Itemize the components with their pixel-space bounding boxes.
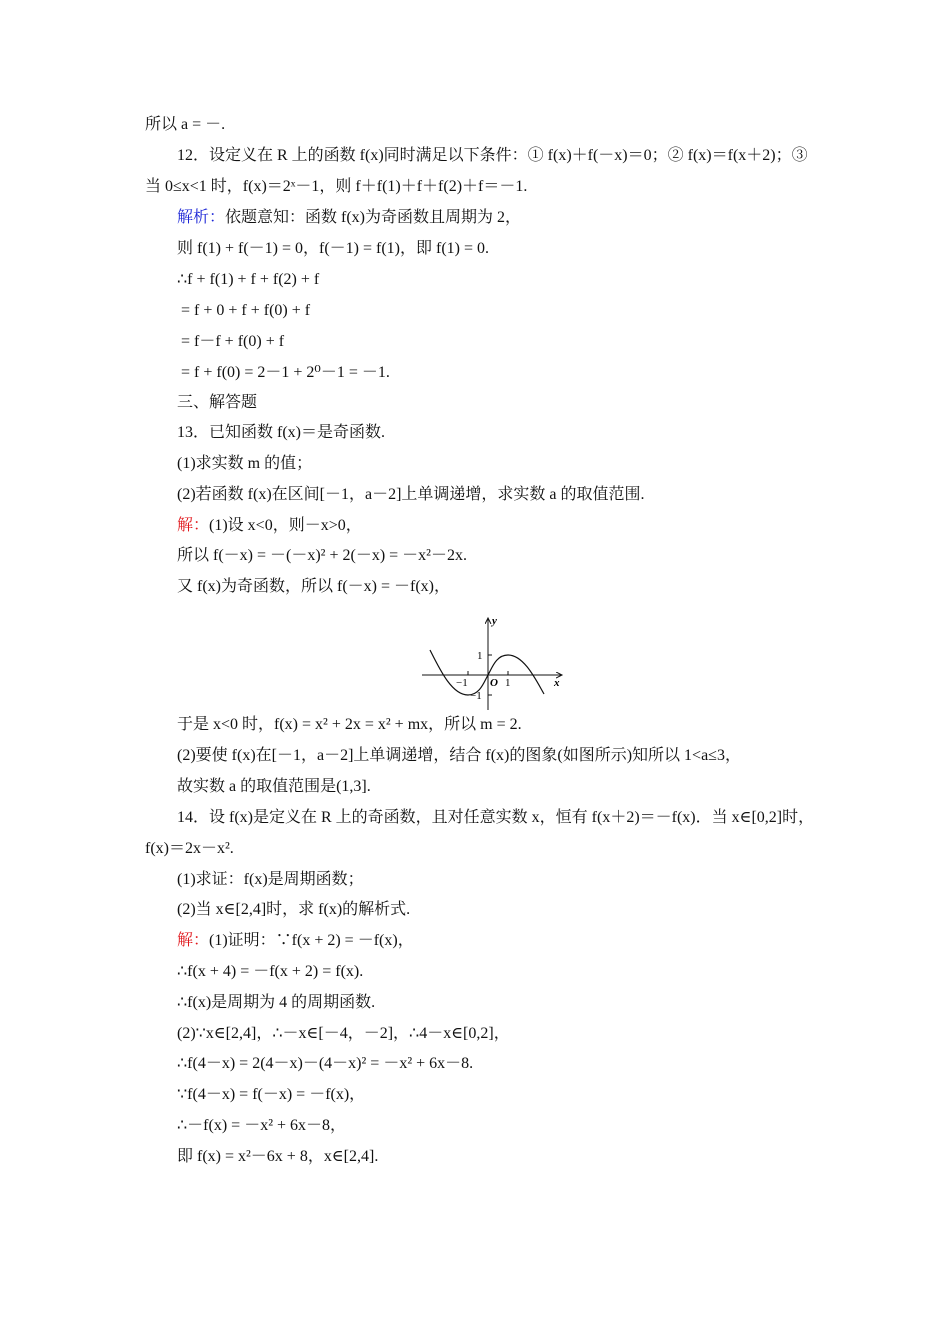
odd-function-curve [430, 650, 544, 695]
line-text: 所以 f(－x) = －(－x)² + 2(－x) = －x²－2x. [177, 547, 467, 564]
tick-neg1-label: −1 [456, 677, 468, 689]
line-text: 所以 a = －. [145, 116, 226, 133]
text-line [181, 301, 310, 321]
line-text: (1)求证：f(x)是周期函数； [177, 871, 364, 888]
text-line [177, 808, 814, 828]
text-line [177, 146, 808, 166]
line-text: 依题意知：函数 f(x)为奇函数且周期为 2， [225, 209, 522, 226]
text-line [177, 777, 371, 797]
text-line [177, 1024, 510, 1044]
line-text: ∵f(4－x) = f(－x) = －f(x)， [177, 1086, 366, 1103]
text-line [177, 270, 319, 290]
text-line [177, 1116, 346, 1136]
line-text: = f + f(0) = 2－1 + 2⁰－1 = －1. [181, 364, 390, 381]
solution-label: 解： [177, 517, 210, 534]
text-line [181, 363, 390, 383]
tick-y1-label: 1 [477, 650, 483, 662]
axis-x-label: x [554, 677, 560, 689]
line-text: ∴f(x + 4) = －f(x + 2) = f(x). [177, 963, 364, 980]
text-line [177, 993, 375, 1013]
text-line [177, 546, 467, 566]
line-text: = f－f + f(0) + f [181, 333, 285, 350]
line-text: 当 0≤x<1 时，f(x)＝2ˣ－1，则 f＋f(1)＋f＋f(2)＋f＝－1. [145, 178, 528, 195]
line-text: f(x)＝2x－x². [145, 840, 234, 857]
line-text: 于是 x<0 时，f(x) = x² + 2x = x² + mx，所以 m = 2. [177, 716, 522, 733]
line-text: 三、解答题 [177, 394, 258, 411]
line-text: 又 f(x)为奇函数，所以 f(－x) = －f(x)， [177, 578, 450, 595]
line-text: 12．设定义在 R 上的函数 f(x)同时满足以下条件：① f(x)＋f(－x)＝0；② f(x)＝f(x＋2)；③ [177, 147, 808, 164]
line-text: = f + 0 + f + f(0) + f [181, 302, 311, 319]
function-graph-figure [420, 612, 570, 712]
line-text: 即 f(x) = x²－6x + 8，x∈[2,4]. [177, 1148, 379, 1165]
text-line [145, 115, 225, 135]
text-line [177, 1085, 365, 1105]
text-line [177, 1147, 378, 1167]
line-text: 14．设 f(x)是定义在 R 上的奇函数，且对任意实数 x，恒有 f(x＋2)＝－f(x)．当 x∈[0,2]时， [177, 809, 815, 826]
text-line [177, 485, 645, 505]
text-line [177, 931, 414, 951]
solution-label: 解析： [177, 209, 226, 226]
text-line [177, 715, 522, 735]
text-line [177, 962, 363, 982]
text-line [181, 332, 284, 352]
text-line [177, 423, 385, 443]
line-text: 13．已知函数 f(x)＝是奇函数. [177, 424, 385, 441]
text-line [177, 577, 450, 597]
line-text: (1)求实数 m 的值； [177, 455, 313, 472]
line-text: (2)当 x∈[2,4]时，求 f(x)的解析式. [177, 901, 411, 918]
tick-yneg1-label: −1 [470, 690, 482, 702]
origin-label: O [490, 677, 498, 689]
line-text: ∴f(4－x) = 2(4－x)－(4－x)² = －x² + 6x－8. [177, 1055, 474, 1072]
text-line [145, 177, 527, 197]
text-line [145, 839, 234, 859]
text-line [177, 208, 521, 228]
text-line [177, 746, 741, 766]
text-line [177, 454, 312, 474]
axis-y-label: y [492, 615, 497, 627]
line-text: 则 f(1) + f(－1) = 0，f(－1) = f(1)，即 f(1) = 0. [177, 240, 490, 257]
line-text: ∴－f(x) = －x² + 6x－8， [177, 1117, 347, 1134]
text-line [177, 1054, 473, 1074]
line-text: (1)证明：∵f(x + 2) = －f(x)， [209, 932, 414, 949]
line-text: 故实数 a 的取值范围是(1,3]. [177, 778, 371, 795]
solution-label: 解： [177, 932, 210, 949]
text-line [177, 393, 257, 413]
line-text: (2)若函数 f(x)在区间[－1，a－2]上单调递增，求实数 a 的取值范围. [177, 486, 645, 503]
text-line [177, 900, 410, 920]
line-text: (2)要使 f(x)在[－1，a－2]上单调递增，结合 f(x)的图象(如图所示)知所以 1<a≤3， [177, 747, 741, 764]
line-text: (2)∵x∈[2,4]，∴－x∈[－4，－2]，∴4－x∈[0,2]， [177, 1025, 510, 1042]
tick-pos1-label: 1 [505, 677, 511, 689]
line-text: ∴f(x)是周期为 4 的周期函数. [177, 994, 376, 1011]
text-line [177, 239, 489, 259]
text-line [177, 516, 362, 536]
text-line [177, 870, 364, 890]
line-text: (1)设 x<0，则－x>0， [209, 517, 362, 534]
line-text: ∴f + f(1) + f + f(2) + f [177, 271, 320, 288]
